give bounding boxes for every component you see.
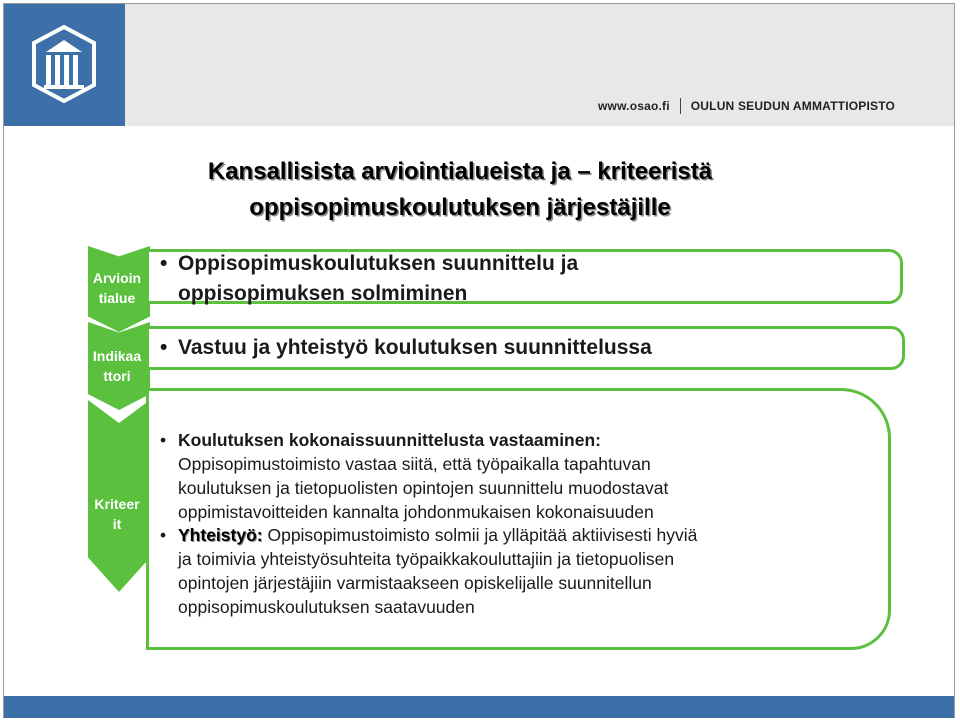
kriteeri-2-first-line-rest: Oppisopimustoimisto solmii ja ylläpitää aktiivisesti hyviä	[262, 525, 698, 545]
kriteeri-item-1	[160, 428, 668, 524]
bullet-icon: •	[160, 430, 167, 450]
indikaattori-text: Vastuu ja yhteistyö koulutuksen suunnittelussa	[178, 336, 652, 359]
kriteeri-2-line-1: ja toimivia yhteistyösuhteita työpaikkakouluttajiin ja tietopuolisen	[178, 549, 675, 569]
bullet-icon: •	[160, 525, 167, 545]
chevron-label-kriteerit: Kriteer it	[94, 496, 140, 532]
kriteeri-2-line-0	[178, 523, 697, 547]
footer-blue-strip	[4, 696, 954, 718]
kriteeri-2-line-3: oppisopimuskoulutuksen saatavuuden	[178, 597, 475, 617]
kriteeri-item-2	[160, 523, 697, 619]
arviointialue-line-1: Oppisopimuskoulutuksen suunnittelu ja	[178, 252, 579, 275]
arviointialue-line-2: oppisopimuksen solmiminen	[178, 282, 468, 305]
kriteeri-1-line-2: koulutuksen ja tietopuolisten opintojen suunnittelu muodostavat	[178, 478, 669, 498]
title-line-1: Kansallisista arviointialueista ja – kriteeristä	[207, 158, 713, 185]
page-title	[60, 154, 860, 226]
bullet-icon: •	[160, 252, 168, 275]
chevron-label-arviointialue: Arvioin tialue	[92, 270, 142, 306]
organization-name: OULUN SEUDUN AMMATTIOPISTO	[690, 99, 896, 113]
brand-bar	[598, 96, 895, 116]
kriteeri-2-line-2: opintojen järjestäjiin varmistaakseen opiskelijalle suunnitellun	[178, 573, 652, 593]
brand-divider	[680, 98, 681, 114]
chevron-label-indikaattori: Indikaa ttori	[92, 348, 142, 384]
kriteeri-1-line-1: Oppisopimustoimisto vastaa siitä, että työpaikalla tapahtuvan	[178, 454, 651, 474]
bullet-icon: •	[160, 336, 168, 359]
indikaattori-item	[160, 333, 652, 363]
title-line-2: oppisopimuskoulutuksen järjestäjille	[249, 194, 671, 221]
website-link[interactable]: www.osao.fi	[598, 99, 670, 113]
kriteeri-2-lead: Yhteistyö:	[178, 525, 263, 545]
kriteeri-1-line-3: oppimistavoitteiden kannalta johdonmukaisen kokonaisuuden	[178, 502, 654, 522]
kriteeri-1-lead: Koulutuksen kokonaissuunnittelusta vastaaminen:	[178, 430, 601, 450]
arviointialue-item	[160, 249, 578, 309]
osao-logo-icon	[30, 24, 98, 104]
